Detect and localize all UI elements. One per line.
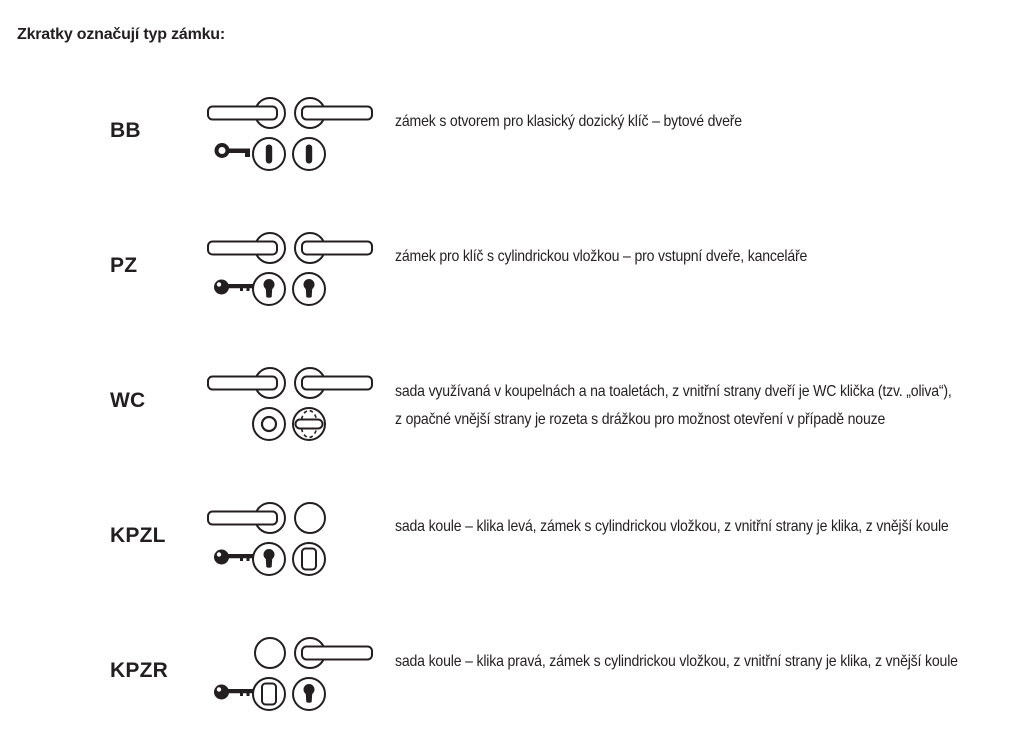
rosette-cylinder-keyhole-icon [293,273,325,305]
lock-description [395,648,1011,676]
lock-description-line: sada využívaná v koupelnách a na toaletách, z vnitřní strany dveří je WC klička (tzv. „oliva“), [395,383,952,400]
rosette-cylinder-keyhole-icon [253,273,285,305]
lever-handle-left-icon [208,98,285,128]
lock-type-row [0,93,1011,178]
lock-type-code: PZ [110,254,138,277]
lock-type-row [0,228,1011,313]
lock-hardware-icons [205,228,375,313]
lock-hardware-icons [205,363,375,448]
rosette-emergency-slot-icon [253,408,285,440]
lock-description [395,513,1011,541]
rosette-wc-oliva-icon [293,408,325,440]
lock-hardware-icons [205,498,375,583]
lock-type-code: KPZL [110,524,166,547]
cylinder-key-icon [214,550,253,565]
lock-description-line: sada koule – klika levá, zámek s cylindrickou vložkou, z vnitřní strany je klika, z vnější koule [395,518,949,535]
rosette-classic-keyhole-icon [293,138,325,170]
lock-type-row [0,498,1011,583]
lever-handle-right-icon [295,368,372,398]
lock-type-code: WC [110,389,146,412]
lock-hardware-icons [205,633,375,718]
lever-handle-left-icon [208,503,285,533]
knob-icon [295,503,325,533]
lock-type-row [0,363,1011,448]
lock-description-line: zámek s otvorem pro klasický dozický klíč – bytové dveře [395,113,742,130]
rosette-cylinder-keyhole-icon [293,678,325,710]
rosette-cylinder-keyhole-icon [253,543,285,575]
lever-handle-left-icon [208,368,285,398]
rosette-blind-plate-icon [293,543,325,575]
lock-description [395,378,1011,434]
lever-handle-left-icon [208,233,285,263]
rosette-classic-keyhole-icon [253,138,285,170]
lock-description [395,243,1011,271]
cylinder-key-icon [214,685,253,700]
classic-key-icon [217,145,251,157]
lock-description [395,108,1011,136]
lock-type-code: KPZR [110,659,168,682]
lever-handle-right-icon [295,98,372,128]
cylinder-key-icon [214,280,253,295]
lock-description-line: sada koule – klika pravá, zámek s cylindrickou vložkou, z vnitřní strany je klika, z vnější koule [395,653,958,670]
lock-type-code: BB [110,119,141,142]
lever-handle-right-icon [295,233,372,263]
lock-type-row [0,633,1011,718]
lever-handle-right-icon [295,638,372,668]
page-title: Zkratky označují typ zámku: [17,26,225,43]
lock-description-line: z opačné vnější strany je rozeta s drážkou pro možnost otevření v případě nouze [395,411,886,428]
lock-description-line: zámek pro klíč s cylindrickou vložkou – pro vstupní dveře, kanceláře [395,248,808,265]
knob-icon [255,638,285,668]
rosette-blind-plate-icon [253,678,285,710]
lock-hardware-icons [205,93,375,178]
